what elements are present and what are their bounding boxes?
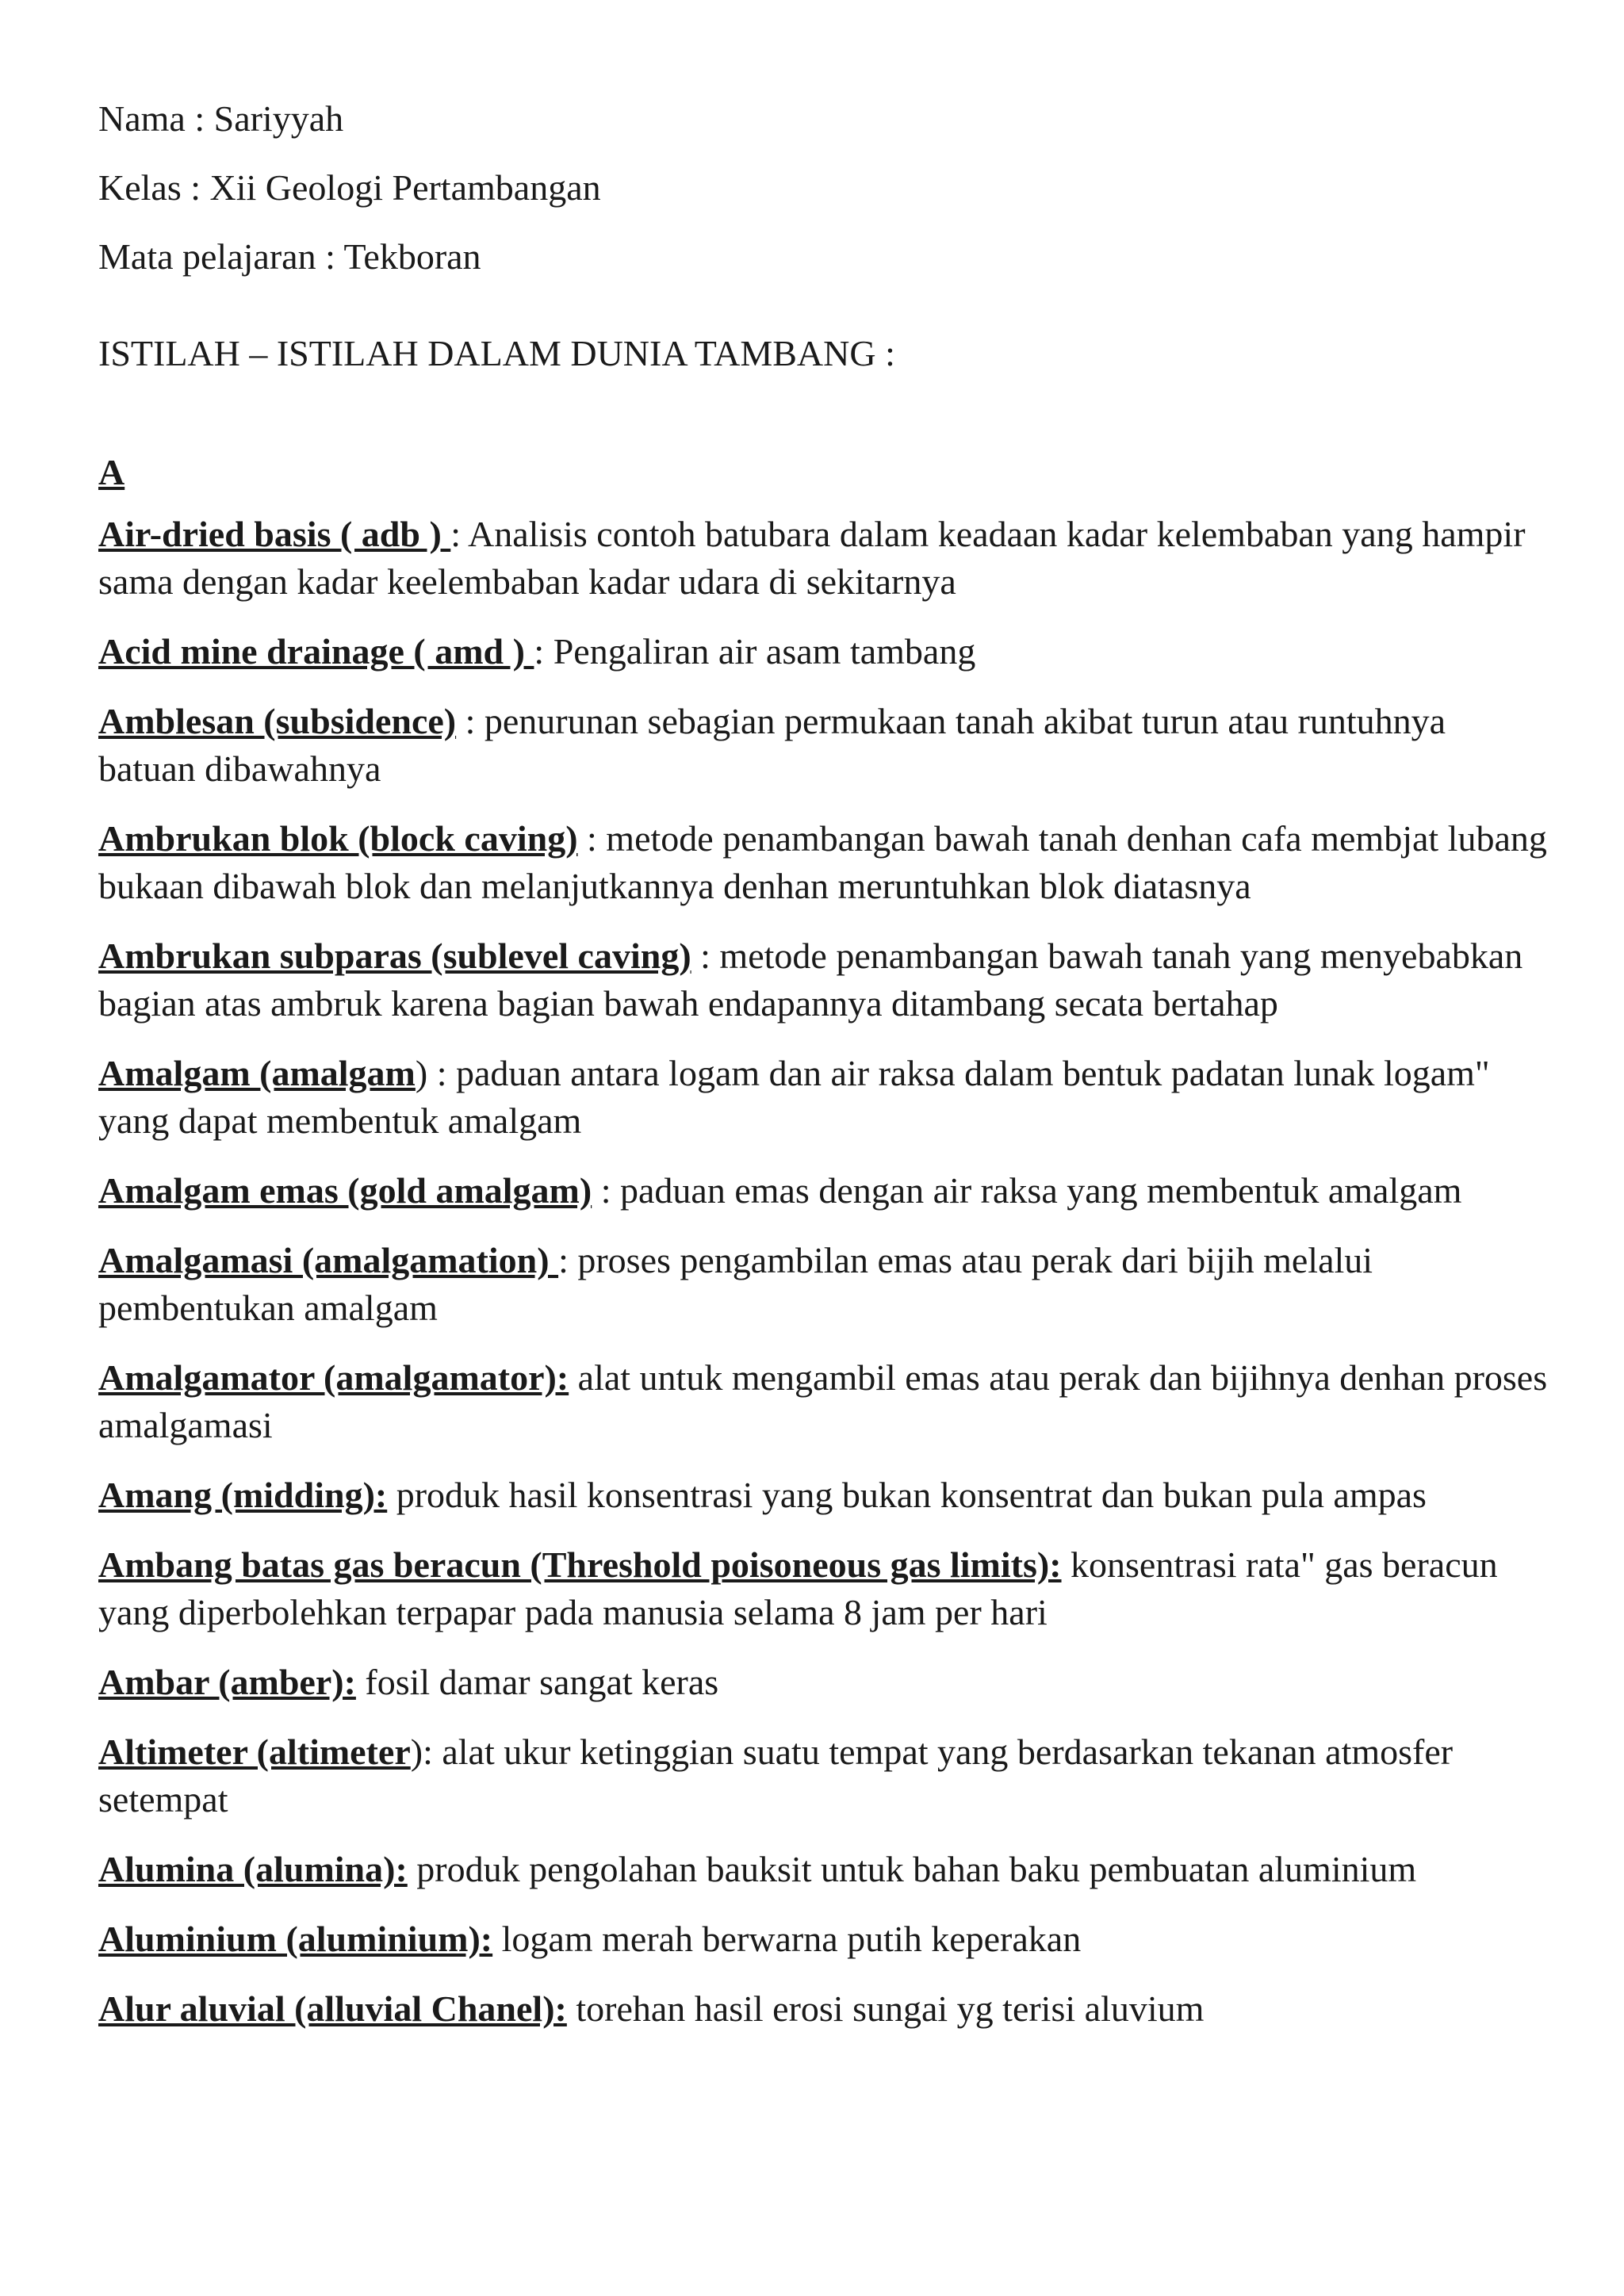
glossary-entry — [98, 1541, 1549, 1636]
glossary-definition: : Analisis contoh batubara dalam keadaan kadar kelembaban yang hampir sama dengan kadar keelembaban kadar udara di sekitarnya — [98, 514, 1526, 602]
glossary-definition: alat untuk mengambil emas atau perak dan bijihnya denhan proses amalgamasi — [98, 1357, 1548, 1445]
glossary-term: Aluminium (aluminium): — [98, 1919, 493, 1959]
student-class: Kelas : Xii Geologi Pertambangan — [98, 167, 601, 208]
glossary-definition: fosil damar sangat keras — [355, 1662, 719, 1702]
glossary-entry — [98, 1846, 1549, 1893]
glossary-entry — [98, 1728, 1549, 1823]
student-name: Nama : Sariyyah — [98, 98, 344, 139]
glossary-definition: konsentrasi rata" gas beracun yang diperbolehkan terpapar pada manusia selama 8 jam per hari — [98, 1544, 1498, 1632]
glossary-entry — [98, 1167, 1549, 1215]
glossary-entry — [98, 698, 1549, 793]
glossary-entry — [98, 1354, 1549, 1449]
glossary-term: Ambang batas gas beracun (Threshold poisoneous gas limits): — [98, 1544, 1062, 1585]
document-page — [98, 95, 1549, 2055]
glossary-entry — [98, 1659, 1549, 1706]
glossary-definition: : Pengaliran air asam tambang — [534, 631, 976, 672]
glossary-term: Alur aluvial (alluvial Chanel): — [98, 1988, 567, 2029]
glossary-term: Amblesan (subsidence) — [98, 701, 457, 741]
glossary-term: Amalgam emas (gold amalgam) — [98, 1170, 592, 1211]
glossary-term: Amalgam (amalgam — [98, 1053, 416, 1093]
glossary-definition: logam merah berwarna putih keperakan — [492, 1919, 1082, 1959]
glossary-entry — [98, 1915, 1549, 1963]
glossary-definition: : metode penambangan bawah tanah yang menyebabkan bagian atas ambruk karena bagian bawah endapannya ditambang secata bertahap — [98, 936, 1523, 1024]
glossary-term: Altimeter (altimeter — [98, 1732, 411, 1772]
glossary-definition: torehan hasil erosi sungai yg terisi aluvium — [566, 1988, 1205, 2029]
section-letter: A — [98, 452, 125, 492]
glossary-entry — [98, 1050, 1549, 1145]
glossary-definition: produk pengolahan bauksit untuk bahan baku pembuatan aluminium — [407, 1849, 1417, 1889]
glossary-term: Amalgamasi (amalgamation) — [98, 1240, 559, 1280]
glossary-term: Ambar (amber): — [98, 1662, 356, 1702]
glossary-entry — [98, 511, 1549, 606]
glossary-term: Acid mine drainage ( amd ) — [98, 631, 534, 672]
glossary-term: Amalgamator (amalgamator): — [98, 1357, 569, 1398]
glossary-definition: : paduan emas dengan air raksa yang membentuk amalgam — [592, 1170, 1462, 1211]
glossary-definition: : proses pengambilan emas atau perak dari bijih melalui pembentukan amalgam — [98, 1240, 1373, 1328]
glossary-list — [98, 511, 1549, 2033]
glossary-term: Ambrukan blok (block caving) — [98, 818, 578, 859]
glossary-definition: ) : paduan antara logam dan air raksa dalam bentuk padatan lunak logam" yang dapat membentuk amalgam — [98, 1053, 1490, 1141]
glossary-definition: produk hasil konsentrasi yang bukan konsentrat dan bukan pula ampas — [387, 1475, 1427, 1515]
subject-name: Mata pelajaran : Tekboran — [98, 236, 481, 277]
glossary-term: Ambrukan subparas (sublevel caving) — [98, 936, 691, 976]
document-heading: ISTILAH – ISTILAH DALAM DUNIA TAMBANG : — [98, 333, 895, 373]
glossary-term: Alumina (alumina): — [98, 1849, 408, 1889]
glossary-entry — [98, 1471, 1549, 1519]
glossary-term: Amang (midding): — [98, 1475, 388, 1515]
glossary-definition: : penurunan sebagian permukaan tanah akibat turun atau runtuhnya batuan dibawahnya — [98, 701, 1446, 789]
glossary-definition: ): alat ukur ketinggian suatu tempat yang berdasarkan tekanan atmosfer setempat — [98, 1732, 1454, 1820]
glossary-entry — [98, 1985, 1549, 2033]
glossary-entry — [98, 1237, 1549, 1332]
glossary-entry — [98, 628, 1549, 675]
glossary-definition: : metode penambangan bawah tanah denhan cafa membjat lubang bukaan dibawah blok dan melanjutkannya denhan meruntuhkan blok diatasnya — [98, 818, 1547, 906]
glossary-entry — [98, 815, 1549, 910]
glossary-term: Air-dried basis ( adb ) — [98, 514, 451, 554]
glossary-entry — [98, 932, 1549, 1027]
